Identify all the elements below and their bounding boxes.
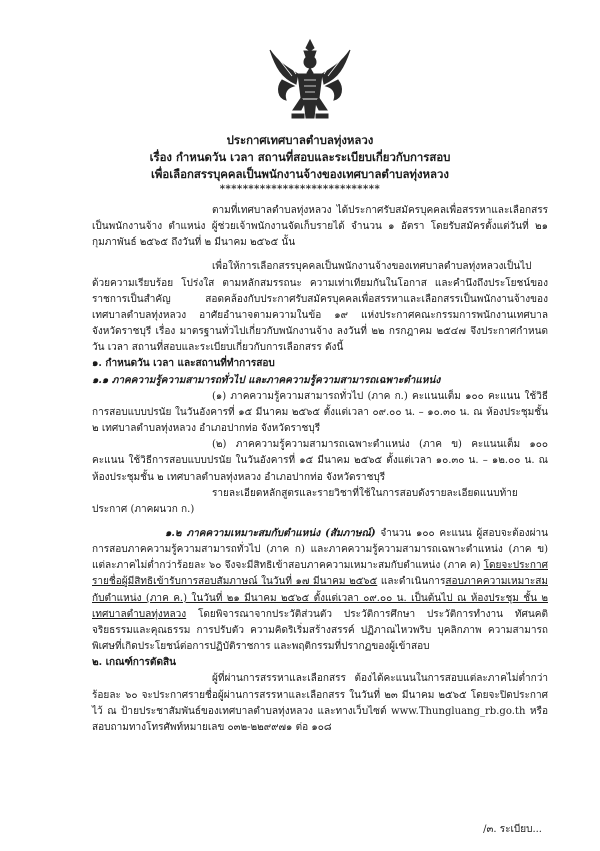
section-1-2-text-a: จำนวน ๑๐๐ คะแนน ผู้สอบจะต้องผ่านการสอบภาคความรู้ความสามารถทั่วไป (ภาค ก) และภาคความรู้ความสามารถเฉพาะตำแหน่ง (ภาค ข) แต่ละภาคไม่ต่ำกว่าร้อยละ ๖๐ จึงจะมีสิทธิเข้าสอบภาคความเหมาะสมกับตำแหน่ง (ภาค ค) [92, 527, 548, 572]
continuation-note: /๓. ระเบียบ... [483, 824, 542, 835]
section-1-2-underlined-2: สอบภาคความเหมาะสมกับตำแหน่ง (ภาค ค.) ในวันที่ ๒๑ มีนาคม ๒๕๖๕ ตั้งแต่เวลา ๐๙.๐๐ น. เป็นต้นไป ณ ห้องประชุม ชั้น ๒ เทศบาลตำบลทุ่งหลวง [92, 576, 548, 620]
announcement-subject-line2: เพื่อเลือกสรรบุคคลเป็นพนักงานจ้างของเทศบาลตำบลทุ่งหลวง [151, 167, 449, 181]
section-1-2-heading: ๑.๒ ภาคความเหมาะสมกับตำแหน่ง (สัมภาษณ์) [165, 527, 376, 539]
separator-stars: **************************** [219, 184, 381, 195]
garuda-emblem-icon [268, 38, 352, 124]
section-1-2-paragraph [92, 526, 548, 655]
paragraph-authority: เพื่อให้การเลือกสรรบุคคลเป็นพนักงานจ้างของเทศบาลตำบลทุ่งหลวงเป็นไปด้วยความเรียบร้อย โปร่งใส ตามหลักสมรรถนะ ความเท่าเทียมกันในโอกาส และคำนึงถึงประโยชน์ของราชการเป็นสำคัญ สอดคล้องกับประกาศรับสมัครบุคคลเพื่อสรรหาและเลือกสรรเป็นพนักงานจ้างของเทศบาลตำบลทุ่งหลวง อาศัยอำนาจตามความในข้อ ๑๙ แห่งประกาศคณะกรรมการพนักงานเทศบาลจังหวัดราชบุรี เรื่อง มาตรฐานทั่วไปเกี่ยวกับพนักงานจ้าง ลงวันที่ ๒๒ กรกฎาคม ๒๕๔๗ จึงประกาศกำหนดวัน เวลา สถานที่สอบและระเบียบเกี่ยวกับการเลือกสรร ดังนี้ [92, 261, 548, 354]
section-1-2-text-b: และดำเนินการ [377, 576, 446, 588]
announcement-title: ประกาศเทศบาลตำบลทุ่งหลวง [226, 133, 374, 147]
paragraph-intro: ตามที่เทศบาลตำบลทุ่งหลวง ได้ประกาศรับสมัครบุคคลเพื่อสรรหาและเลือกสรรเป็นพนักงานจ้าง ตำแหน่ง ผู้ช่วยเจ้าพนักงานจัดเก็บรายได้ จำนวน ๑ อัตรา โดยรับสมัครตั้งแต่วันที่ ๒๑ กุมภาพันธ์ ๒๕๖๕ ถึงวันที่ ๒ มีนาคม ๒๕๖๕ นั้น [92, 205, 548, 249]
item-curriculum-note: รายละเอียดหลักสูตรและรายวิชาที่ใช้ในการสอบดังรายละเอียดแนบท้ายประกาศ (ภาคผนวก ก.) [92, 487, 518, 515]
section-1-heading: ๑. กำหนดวัน เวลา และสถานที่ทำการสอบ [92, 358, 275, 370]
item-2-specific-exam: (๒) ภาคความรู้ความสามารถเฉพาะตำแหน่ง (ภาค ข) คะแนนเต็ม ๑๐๐ คะแนน ใช้วิธีการสอบแบบปรนัย ในวันอังคารที่ ๑๕ มีนาคม ๒๕๖๕ ตั้งแต่เวลา ๑๐.๓๐ น. – ๑๒.๐๐ น. ณ ห้องประชุมชั้น ๒ เทศบาลตำบลทุ่งหลวง อำเภอปากท่อ จังหวัดราชบุรี [92, 439, 548, 483]
section-1-1-heading: ๑.๑ ภาคความรู้ความสามารถทั่วไป และภาคความรู้ความสามารถเฉพาะตำแหน่ง [92, 374, 441, 386]
section-1-2-underlined-1: โดยจะประกาศรายชื่อผู้มีสิทธิเข้ารับการสอบสัมภาษณ์ ในวันที่ ๑๗ มีนาคม ๒๕๖๕ [92, 560, 548, 588]
announcement-subject: เรื่อง กำหนดวัน เวลา สถานที่สอบและระเบียบเกี่ยวกับการสอบ [149, 150, 451, 164]
item-1-general-exam: (๑) ภาคความรู้ความสามารถทั่วไป (ภาค ก.) คะแนนเต็ม ๑๐๐ คะแนน ใช้วิธีการสอบแบบปรนัย ในวันอังคารที่ ๑๕ มีนาคม ๒๕๖๕ ตั้งแต่เวลา ๐๙.๐๐ น. – ๑๐.๓๐ น. ณ ห้องประชุมชั้น ๒ เทศบาลตำบลทุ่งหลวง อำเภอปากท่อ จังหวัดราชบุรี [92, 390, 548, 435]
announcement-body [92, 203, 548, 736]
paragraph-criteria: ผู้ที่ผ่านการสรรหาและเลือกสรร ต้องได้คะแนนในการสอบแต่ละภาคไม่ต่ำกว่าร้อยละ ๖๐ จะประกาศรายชื่อผู้ผ่านการสรรหาและเลือกสรร ในวันที่ ๒๓ มีนาคม ๒๕๖๕ โดยจะปิดประกาศไว้ ณ ป้ายประชาสัมพันธ์ของเทศบาลตำบลทุ่งหลวง และทางเว็บไซต์ www.Thungluang_rb.go.th หรือสอบถามทางโทรศัพท์หมายเลข ๐๓๒-๒๒๙๙๗๑ ต่อ ๑๐๘ [92, 673, 548, 733]
section-1-2-text-c: โดยพิจารณาจากประวัติส่วนตัว ประวัติการศึกษา ประวัติการทำงาน ทัศนคติ จริยธรรมและคุณธรรม การปรับตัว ความคิดริเริ่มสร้างสรรค์ ปฏิภาณไหวพริบ บุคลิกภาพ ความสามารถพิเศษที่เกิดประโยชน์ต่อการปฏิบัติราชการ และพฤติกรรมที่ปรากฏของผู้เข้าสอบ [92, 608, 548, 653]
section-2-heading: ๒. เกณฑ์การตัดสิน [92, 657, 176, 669]
